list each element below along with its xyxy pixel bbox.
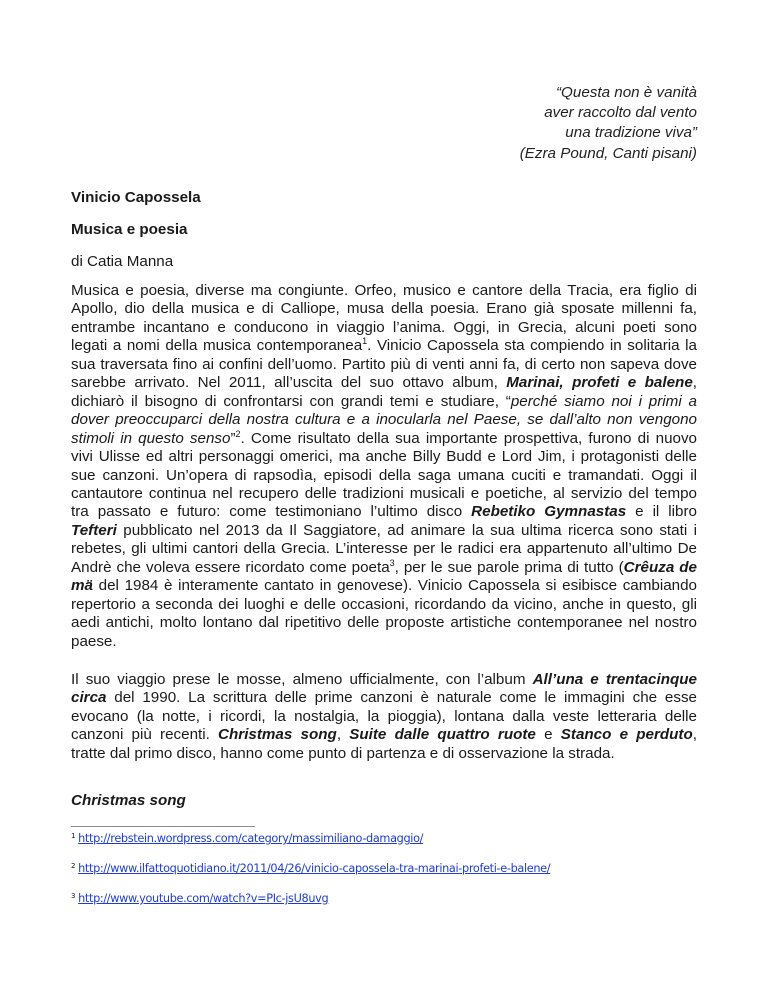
paragraph-line bbox=[71, 689, 697, 707]
footnote-number: 2 bbox=[71, 862, 76, 870]
footnote-number: 3 bbox=[71, 892, 76, 900]
footnote-1 bbox=[71, 832, 423, 846]
footnote-link[interactable]: http://www.ilfattoquotidiano.it/2011/04/26/vinicio-capossela-tra-marinai-profeti-e-balene/ bbox=[78, 862, 551, 875]
text-run: Andrè che voleva essere ricordato come poeta bbox=[71, 558, 390, 576]
paragraph-line bbox=[71, 282, 697, 300]
paragraph-line bbox=[71, 726, 697, 744]
text-run: e il libro bbox=[626, 503, 697, 521]
epigraph-line: “Questa non è vanità bbox=[556, 84, 697, 101]
text-run: cantautore continua nel recupero delle tradizioni musicali e poetiche, al servizio del tempo bbox=[71, 484, 697, 502]
epigraph-line: aver raccolto dal vento bbox=[544, 104, 697, 122]
paragraph-line bbox=[71, 503, 697, 521]
paragraph-line bbox=[71, 374, 697, 392]
footnote-3 bbox=[71, 892, 328, 906]
paragraph-line bbox=[71, 319, 697, 337]
text-run: entrambe incantano e conducono in viaggio l’anima. Oggi, in Grecia, alcuni poeti sono bbox=[71, 318, 697, 336]
paragraph-line bbox=[71, 708, 697, 726]
quoted-text: stimoli in questo senso bbox=[71, 429, 231, 447]
text-run: e bbox=[535, 726, 561, 744]
article-subtitle: Musica e poesia bbox=[71, 221, 188, 238]
emphasized-title: Stanco e perduto bbox=[560, 726, 693, 744]
text-run: Il suo viaggio prese le mosse, almeno ufficialmente, con l’album bbox=[71, 671, 533, 688]
body-paragraph-2 bbox=[71, 671, 697, 763]
emphasized-title: Christmas song bbox=[218, 726, 337, 744]
article-byline: di Catia Manna bbox=[71, 253, 174, 270]
paragraph-line bbox=[71, 577, 697, 595]
paragraph-line bbox=[71, 411, 697, 429]
text-run: tra passato e futuro: come testimoniano l’ultimo disco bbox=[71, 503, 472, 521]
text-run: canzoni più recenti. bbox=[71, 726, 219, 744]
text-run: sua traversata fino ai confini dell’uomo. Partito più di venti anni fa, di certo non sapeva dove bbox=[71, 355, 697, 373]
epigraph-line: una tradizione viva” bbox=[565, 124, 697, 142]
footnote-link[interactable]: http://www.youtube.com/watch?v=PIc-jsU8uvg bbox=[78, 892, 329, 905]
text-run: . Come risultato della sua importante prospettiva, furono di nuovo bbox=[240, 429, 697, 447]
paragraph-line bbox=[71, 485, 697, 503]
paragraph-line bbox=[71, 393, 697, 411]
text-run: rebetes, gli ultimi cantori della Grecia. L’interesse per le radici era appartenuto all’ultimo De bbox=[71, 540, 697, 558]
emphasized-title: Suite dalle quattro ruote bbox=[349, 726, 536, 744]
text-run: Musica e poesia, diverse ma congiunte. Orfeo, musico e cantore della Tracia, era figlio di bbox=[71, 282, 697, 299]
text-run: pubblicato nel 2013 da Il Saggiatore, ad animare la sua ultima ricerca sono stati i bbox=[116, 521, 697, 539]
text-run: vivi Ulisse ed altri personaggi omerici, ma anche Billy Budd e Lord Jim, i protagonisti delle bbox=[71, 448, 697, 466]
text-run: , bbox=[692, 726, 697, 744]
text-run: aedi antichi, molto lontano dal ripetitivo delle proposte artistiche contemporanee nel nostro bbox=[71, 614, 697, 632]
emphasized-title: Tefteri bbox=[71, 521, 117, 539]
text-run: sarebbe arrivato. Nel 2011, all’uscita del suo ottavo album, bbox=[71, 374, 507, 392]
emphasized-title: mä bbox=[71, 577, 93, 595]
paragraph-line bbox=[71, 614, 697, 632]
footnote-reference[interactable]: 1 bbox=[362, 336, 368, 347]
paragraph-line bbox=[71, 745, 697, 763]
footnote-separator bbox=[71, 826, 255, 827]
text-run: tratte dal primo disco, hanno come punto di partenza e di osservazione la strada. bbox=[71, 744, 615, 762]
paragraph-line bbox=[71, 540, 697, 558]
text-run: Apollo, dio della musica e di Calliope, musa della poesia. Erano già sposate millenni fa, bbox=[71, 300, 697, 318]
paragraph-line bbox=[71, 522, 697, 540]
section-heading: Christmas song bbox=[71, 792, 186, 809]
emphasized-title: Rebetiko Gymnastas bbox=[471, 503, 627, 521]
paragraph-line bbox=[71, 300, 697, 318]
text-run: ” bbox=[230, 429, 236, 447]
paragraph-line bbox=[71, 559, 697, 577]
paragraph-line bbox=[71, 671, 697, 689]
quoted-text: perché siamo noi i primi a bbox=[510, 392, 697, 410]
footnote-reference[interactable]: 3 bbox=[389, 557, 395, 568]
paragraph-line bbox=[71, 467, 697, 485]
article-title: Vinicio Capossela bbox=[71, 189, 201, 206]
text-run: evocano (la notte, i ricordi, la nostalgia, la pioggia), lontana dalla veste letteraria delle bbox=[71, 707, 697, 725]
paragraph-line bbox=[71, 356, 697, 374]
footnote-link[interactable]: http://rebstein.wordpress.com/category/massimiliano-damaggio/ bbox=[78, 832, 424, 845]
emphasized-title: Marinai, profeti e balene bbox=[506, 374, 693, 392]
text-run: del 1990. La scrittura delle prime canzoni è naturale come le immagini che esse bbox=[106, 689, 697, 707]
text-run: , per le sue parole prima di tutto ( bbox=[394, 558, 624, 576]
text-run: legati a nomi della musica contemporanea bbox=[71, 337, 363, 355]
epigraph-attribution: (Ezra Pound, Canti pisani) bbox=[519, 144, 697, 162]
body-paragraph-1 bbox=[71, 282, 697, 651]
text-run: repertorio a seconda dei luoghi e delle occasioni, ricordando da vicino, anche in questo, gli bbox=[71, 595, 697, 613]
epigraph-quote bbox=[377, 83, 697, 164]
text-run: dichiarò il bisogno di confrontarsi con grandi temi e studiare, “ bbox=[71, 392, 511, 410]
quoted-text: dover preoccuparci della nostra cultura e a inocularla nel Paese, se dall’alto non vengono bbox=[71, 411, 697, 429]
footnote-number: 1 bbox=[71, 832, 76, 840]
paragraph-line bbox=[71, 596, 697, 614]
footnote-2 bbox=[71, 862, 550, 876]
text-run: , bbox=[692, 374, 697, 392]
footnote-reference[interactable]: 2 bbox=[235, 428, 241, 439]
text-run: , bbox=[336, 726, 350, 744]
emphasized-title: circa bbox=[71, 689, 107, 707]
text-run: sue canzoni. Un’opera di rapsodìa, episodi della saga umana cuciti e tramandati. Oggi il bbox=[71, 466, 697, 484]
text-run: paese. bbox=[71, 632, 117, 650]
emphasized-title: All’una e trentacinque bbox=[532, 671, 697, 688]
paragraph-line bbox=[71, 430, 697, 448]
paragraph-line bbox=[71, 448, 697, 466]
text-run: del 1984 è interamente cantato in genovese). Vinicio Capossela si esibisce cambiando bbox=[92, 577, 697, 595]
emphasized-title: Crêuza de bbox=[623, 558, 697, 576]
paragraph-line bbox=[71, 337, 697, 355]
text-run: . Vinicio Capossela sta compiendo in solitaria la bbox=[367, 337, 697, 355]
paragraph-line bbox=[71, 633, 697, 651]
